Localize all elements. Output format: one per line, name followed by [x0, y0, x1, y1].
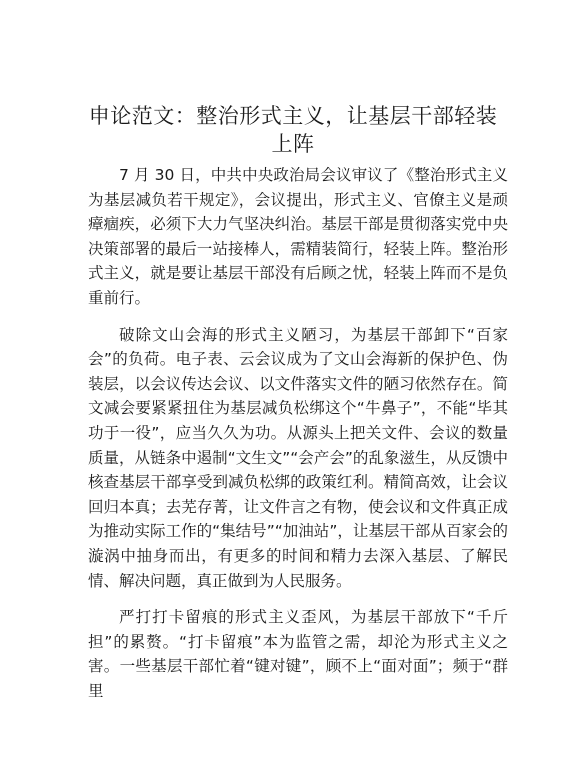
paragraph-1: 7 月 30 日，中共中央政治局会议审议了《整治形式主义为基层减负若干规定》，会议提出，形式主义、官僚主义是顽瘴痼疾，必须下大力气坚决纠治。基层干部是贯彻落实党中央决策部署的最后一站接棒人，需精装简行，轻装上阵。整治形式主义，就是要让基层干部没有后顾之忧，轻装上阵而不是负重前行。	[88, 166, 508, 307]
paragraph-3: 严打打卡留痕的形式主义歪风，为基层干部放下“千斤担”的累赘。“打卡留痕”本为监管之需，却沦为形式主义之害。一些基层干部忙着“键对键”，顾不上“面对面”；频于“群里	[88, 608, 508, 700]
document-body	[88, 163, 508, 715]
paragraph-2: 破除文山会海的形式主义陋习，为基层干部卸下“百家会”的负荷。电子表、云会议成为了文山会海新的保护色、伪装层，以会议传达会议、以文件落实文件的陋习依然存在。简文减会要紧紧扭住为基层减负松绑这个“牛鼻子”，不能“毕其功于一役”，应当久久为功。从源头上把关文件、会议的数量质量，从链条中遏制“文生文”“会产会”的乱象滋生，从反馈中核查基层干部享受到减负松绑的政策红利。精简高效，让会议回归本真；去芜存菁，让文件言之有物，使会议和文件真正成为推动实际工作的“集结号”“加油站”，让基层干部从百家会的漩涡中抽身而出，有更多的时间和精力去深入基层、了解民情、解决问题，真正做到为人民服务。	[88, 325, 508, 590]
document-title: 申论范文：整治形式主义，让基层干部轻装上阵	[88, 104, 498, 156]
